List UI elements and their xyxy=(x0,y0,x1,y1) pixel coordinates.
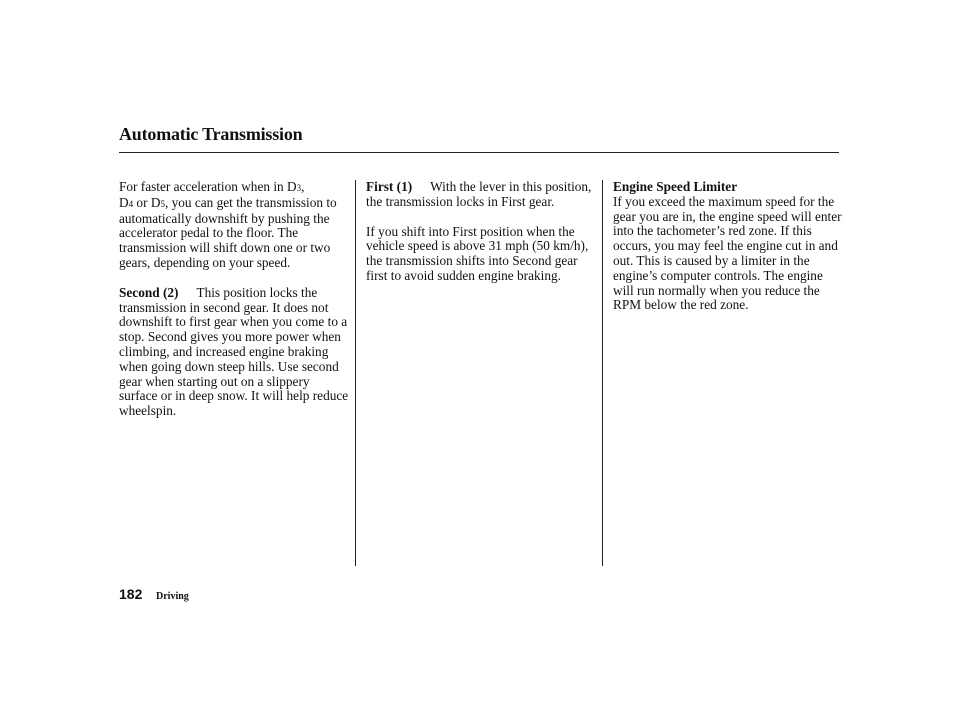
engine-speed-limiter-heading: Engine Speed Limiter xyxy=(613,179,738,194)
column-middle xyxy=(366,180,594,299)
column-left xyxy=(119,180,351,434)
title-rule xyxy=(119,152,839,153)
intro-text-c: D xyxy=(119,194,129,210)
intro-text-e: , you can get the transmission to automatically downshift by pushing the accelerator pedal to the floor. The transmission will shift down one or two gears, depending on your speed. xyxy=(119,194,337,270)
second-gear-text: This position locks the transmission in second gear. It does not downshift to first gear when you come to a stop. Second gives you more power when climbing, and increased engine braking when going down steep hills. Use second gear when starting out on a slippery surface or in deep snow. It will help reduce wheelspin. xyxy=(119,284,349,419)
column-divider-left xyxy=(355,180,356,566)
intro-text-d: or D xyxy=(133,194,161,210)
intro-text-b: , xyxy=(301,179,305,194)
second-gear-paragraph xyxy=(119,286,351,419)
intro-text-a: For faster acceleration when in D xyxy=(119,179,297,194)
engine-speed-limiter-text: If you exceed the maximum speed for the gear you are in, the engine speed will enter into the tachometer’s red zone. If this occurs, you may feel the engine cut in and out. This is caused by a limiter in the engine’s computer controls. The engine will run normally when you reduce the RPM below the red zone. xyxy=(613,193,842,313)
first-gear-text: With the lever in this position, the transmission locks in First gear. xyxy=(366,179,592,209)
gear-subscript-3: 3 xyxy=(296,183,302,193)
gear-subscript-4: 4 xyxy=(128,198,134,209)
first-gear-paragraph xyxy=(366,180,594,210)
second-gear-heading: Second (2) xyxy=(119,284,179,300)
acceleration-paragraph xyxy=(119,180,351,271)
column-divider-right xyxy=(602,180,603,566)
gear-subscript-5: 5 xyxy=(160,198,165,209)
page-title: Automatic Transmission xyxy=(119,124,303,144)
page-number: 182 xyxy=(119,586,143,602)
section-name: Driving xyxy=(156,591,189,602)
column-right xyxy=(613,180,845,328)
first-gear-heading: First (1) xyxy=(366,179,413,194)
shift-first-paragraph: If you shift into First position when the vehicle speed is above 31 mph (50 km/h), the transmission shifts into Second gear first to avoid sudden engine braking. xyxy=(366,223,589,283)
